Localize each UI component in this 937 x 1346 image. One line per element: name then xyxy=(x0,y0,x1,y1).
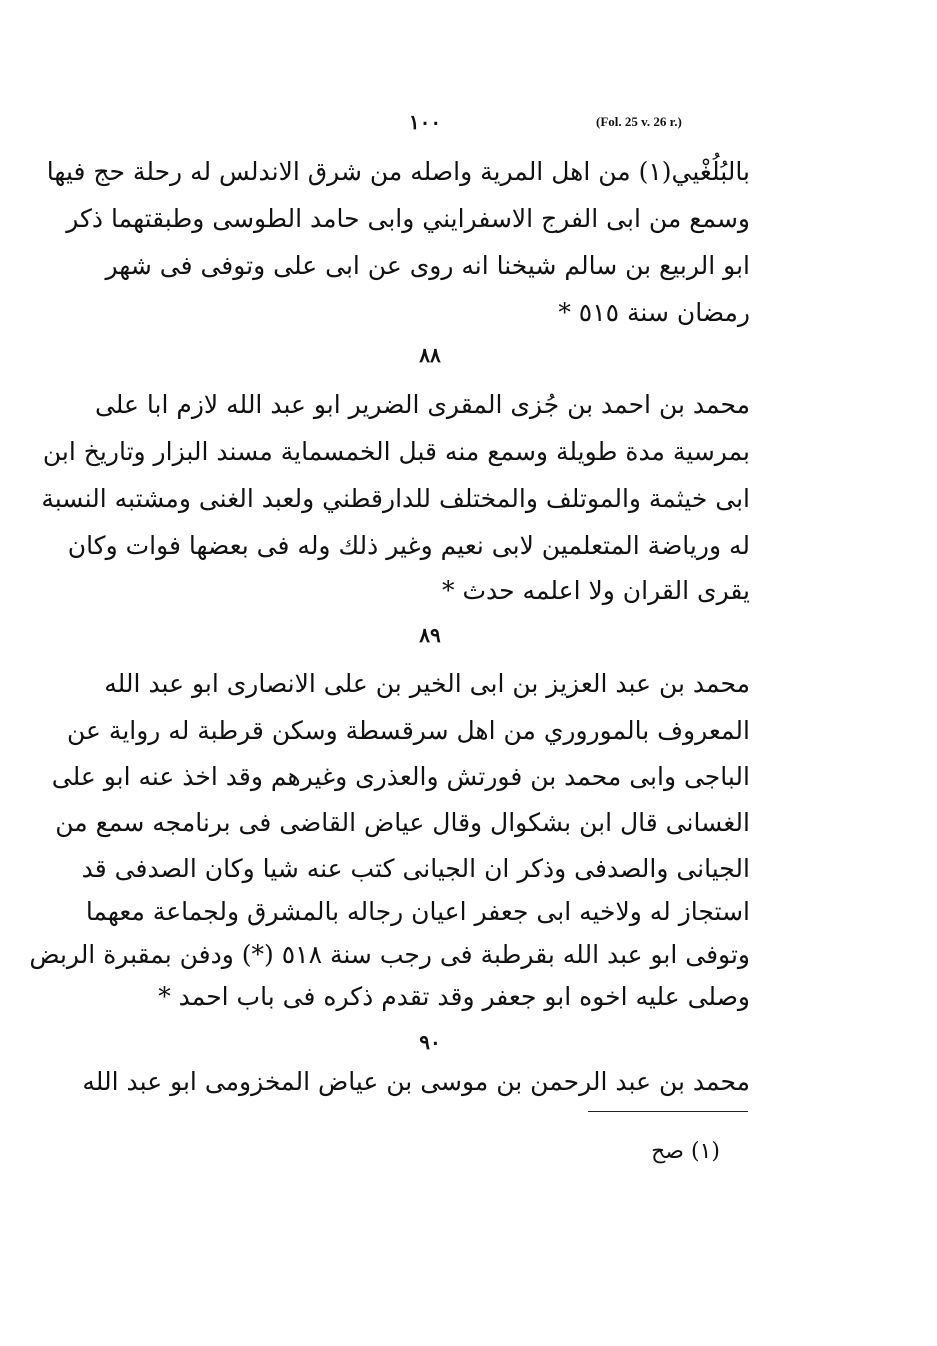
footnote: (١) صح xyxy=(651,1139,720,1164)
text-line: الغسانى قال ابن بشكوال وقال عياض القاضى فى برنامجه سمع من xyxy=(55,808,750,837)
text-line: الجيانى والصدفى وذكر ان الجيانى كتب عنه شيا وكان الصدفى قد xyxy=(81,854,750,883)
text-line: محمد بن عبد الرحمن بن موسى بن عياض المخزومى ابو عبد الله xyxy=(82,1067,750,1096)
text-line: محمد بن احمد بن جُزى المقرى الضرير ابو عبد الله لازم ابا على xyxy=(94,390,750,419)
entry-number: ٨٩ xyxy=(419,623,441,647)
text-line: ابو الربيع بن سالم شيخنا انه روى عن ابى على وتوفى فى شهر xyxy=(105,251,750,280)
text-line: استجاز له ولاخيه ابى جعفر اعيان رجاله بالمشرق ولجماعة معهما xyxy=(85,897,750,926)
text-line: له ورياضة المتعلمين لابى نعيم وغير ذلك وله فى بعضها فوات وكان xyxy=(67,531,750,560)
text-line: بمرسية مدة طويلة وسمع منه قبل الخمسماية مسند البزار وتاريخ ابن xyxy=(42,437,750,466)
text-line: الباجى وابى محمد بن فورتش والعذرى وغيرهم وقد اخذ عنه ابو على xyxy=(51,762,750,791)
text-line: وتوفى ابو عبد الله بقرطبة فى رجب سنة ٥١٨ (*) ودفن بمقبرة الربض xyxy=(29,940,750,969)
folio-reference: (Fol. 25 v. 26 r.) xyxy=(596,114,682,129)
footnote-divider xyxy=(588,1111,748,1112)
text-line: المعروف بالموروري من اهل سرقسطة وسكن قرطبة له رواية عن xyxy=(67,716,750,745)
text-line: ابى خيثمة والموتلف والمختلف للدارقطني ولعبد الغنى ومشتبه النسبة xyxy=(41,484,750,513)
text-line: محمد بن عبد العزيز بن ابى الخير بن على الانصارى ابو عبد الله xyxy=(104,669,750,698)
text-line: وصلى عليه اخوه ابو جعفر وقد تقدم ذكره فى باب احمد * xyxy=(158,982,750,1011)
page-number: ١٠٠ xyxy=(408,110,442,134)
entry-number: ٨٨ xyxy=(419,343,441,367)
text-line: وسمع من ابى الفرج الاسفرايني وابى حامد الطوسى وطبقتهما ذكر xyxy=(66,204,750,233)
text-line: يقرى القران ولا اعلمه حدث * xyxy=(442,576,750,605)
text-line: رمضان سنة ٥١٥ * xyxy=(558,298,750,327)
text-line: بالبُلُغْيي(١) من اهل المرية واصله من شرق الاندلس له رحلة حج فيها xyxy=(46,157,750,186)
entry-number: ٩٠ xyxy=(419,1030,441,1054)
